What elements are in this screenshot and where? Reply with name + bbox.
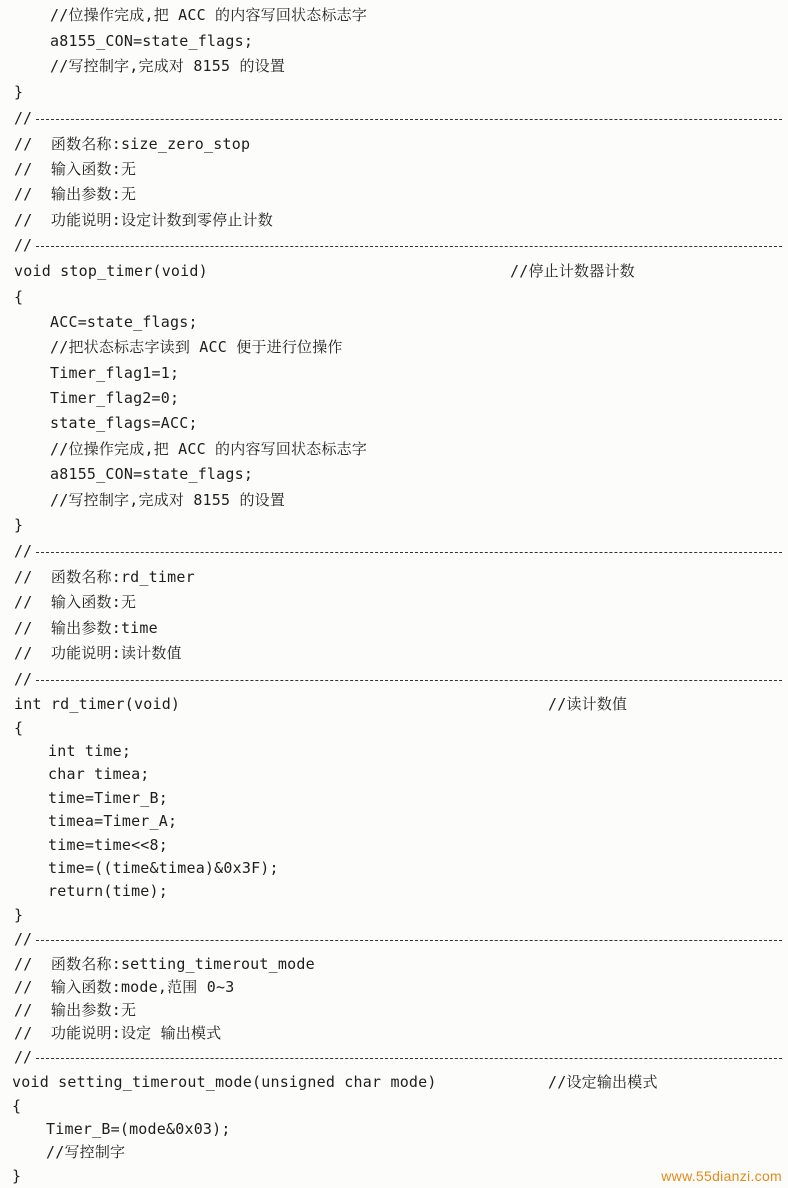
header-input: // 输入函数:mode,范围 0~3: [14, 978, 235, 996]
code-brace: }: [12, 1167, 22, 1185]
separator-line: [36, 1058, 782, 1059]
header-output: // 输出参数:time: [14, 619, 158, 637]
code-brace: }: [14, 906, 24, 924]
separator-comment: //: [14, 109, 33, 127]
code-brace: {: [14, 719, 24, 737]
function-comment: //停止计数器计数: [510, 262, 635, 280]
code-brace: {: [12, 1097, 22, 1115]
header-description: // 功能说明:设定 输出模式: [14, 1024, 222, 1042]
separator-comment: //: [14, 1048, 33, 1066]
header-function-name: // 函数名称:rd_timer: [14, 568, 195, 586]
header-function-name: // 函数名称:setting_timerout_mode: [14, 955, 315, 973]
code-statement: ACC=state_flags;: [50, 313, 198, 331]
code-statement: time=time<<8;: [48, 836, 168, 854]
code-statement: Timer_B=(mode&0x03);: [46, 1120, 231, 1138]
code-brace: }: [14, 83, 24, 101]
code-statement: state_flags=ACC;: [50, 414, 198, 432]
code-statement: Timer_flag1=1;: [50, 364, 180, 382]
header-input: // 输入函数:无: [14, 593, 137, 611]
separator-line: [36, 940, 782, 941]
code-comment: //写控制字: [46, 1143, 126, 1161]
code-comment: //写控制字,完成对 8155 的设置: [50, 491, 286, 509]
header-description: // 功能说明:设定计数到零停止计数: [14, 211, 273, 229]
code-comment: //写控制字,完成对 8155 的设置: [50, 57, 286, 75]
separator-line: [36, 246, 782, 247]
header-function-name: // 函数名称:size_zero_stop: [14, 135, 251, 153]
code-statement: int time;: [48, 742, 132, 760]
code-statement: time=((time&timea)&0x3F);: [48, 859, 279, 877]
code-brace: {: [14, 288, 24, 306]
code-comment: //把状态标志字读到 ACC 便于进行位操作: [50, 338, 343, 356]
separator-comment: //: [14, 236, 33, 254]
function-signature: int rd_timer(void): [14, 695, 181, 713]
header-description: // 功能说明:读计数值: [14, 644, 182, 662]
separator-comment: //: [14, 670, 33, 688]
code-statement: a8155_CON=state_flags;: [50, 32, 254, 50]
header-output: // 输出参数:无: [14, 1001, 137, 1019]
code-brace: }: [14, 516, 24, 534]
separator-comment: //: [14, 930, 33, 948]
separator-line: [36, 552, 782, 553]
function-signature: void setting_timerout_mode(unsigned char mode): [12, 1073, 437, 1091]
separator-comment: //: [14, 542, 33, 560]
code-statement: a8155_CON=state_flags;: [50, 465, 254, 483]
code-statement: time=Timer_B;: [48, 789, 168, 807]
code-comment: //位操作完成,把 ACC 的内容写回状态标志字: [50, 440, 368, 458]
code-statement: char timea;: [48, 765, 150, 783]
function-signature: void stop_timer(void): [14, 262, 208, 280]
separator-line: [36, 680, 782, 681]
code-statement: return(time);: [48, 882, 168, 900]
header-input: // 输入函数:无: [14, 160, 137, 178]
code-comment: //位操作完成,把 ACC 的内容写回状态标志字: [50, 6, 368, 24]
code-statement: timea=Timer_A;: [48, 812, 178, 830]
function-comment: //设定输出模式: [548, 1073, 658, 1091]
code-statement: Timer_flag2=0;: [50, 389, 180, 407]
header-output: // 输出参数:无: [14, 185, 137, 203]
watermark: www.55dianzi.com: [661, 1168, 782, 1184]
function-comment: //读计数值: [548, 695, 628, 713]
separator-line: [36, 119, 782, 120]
